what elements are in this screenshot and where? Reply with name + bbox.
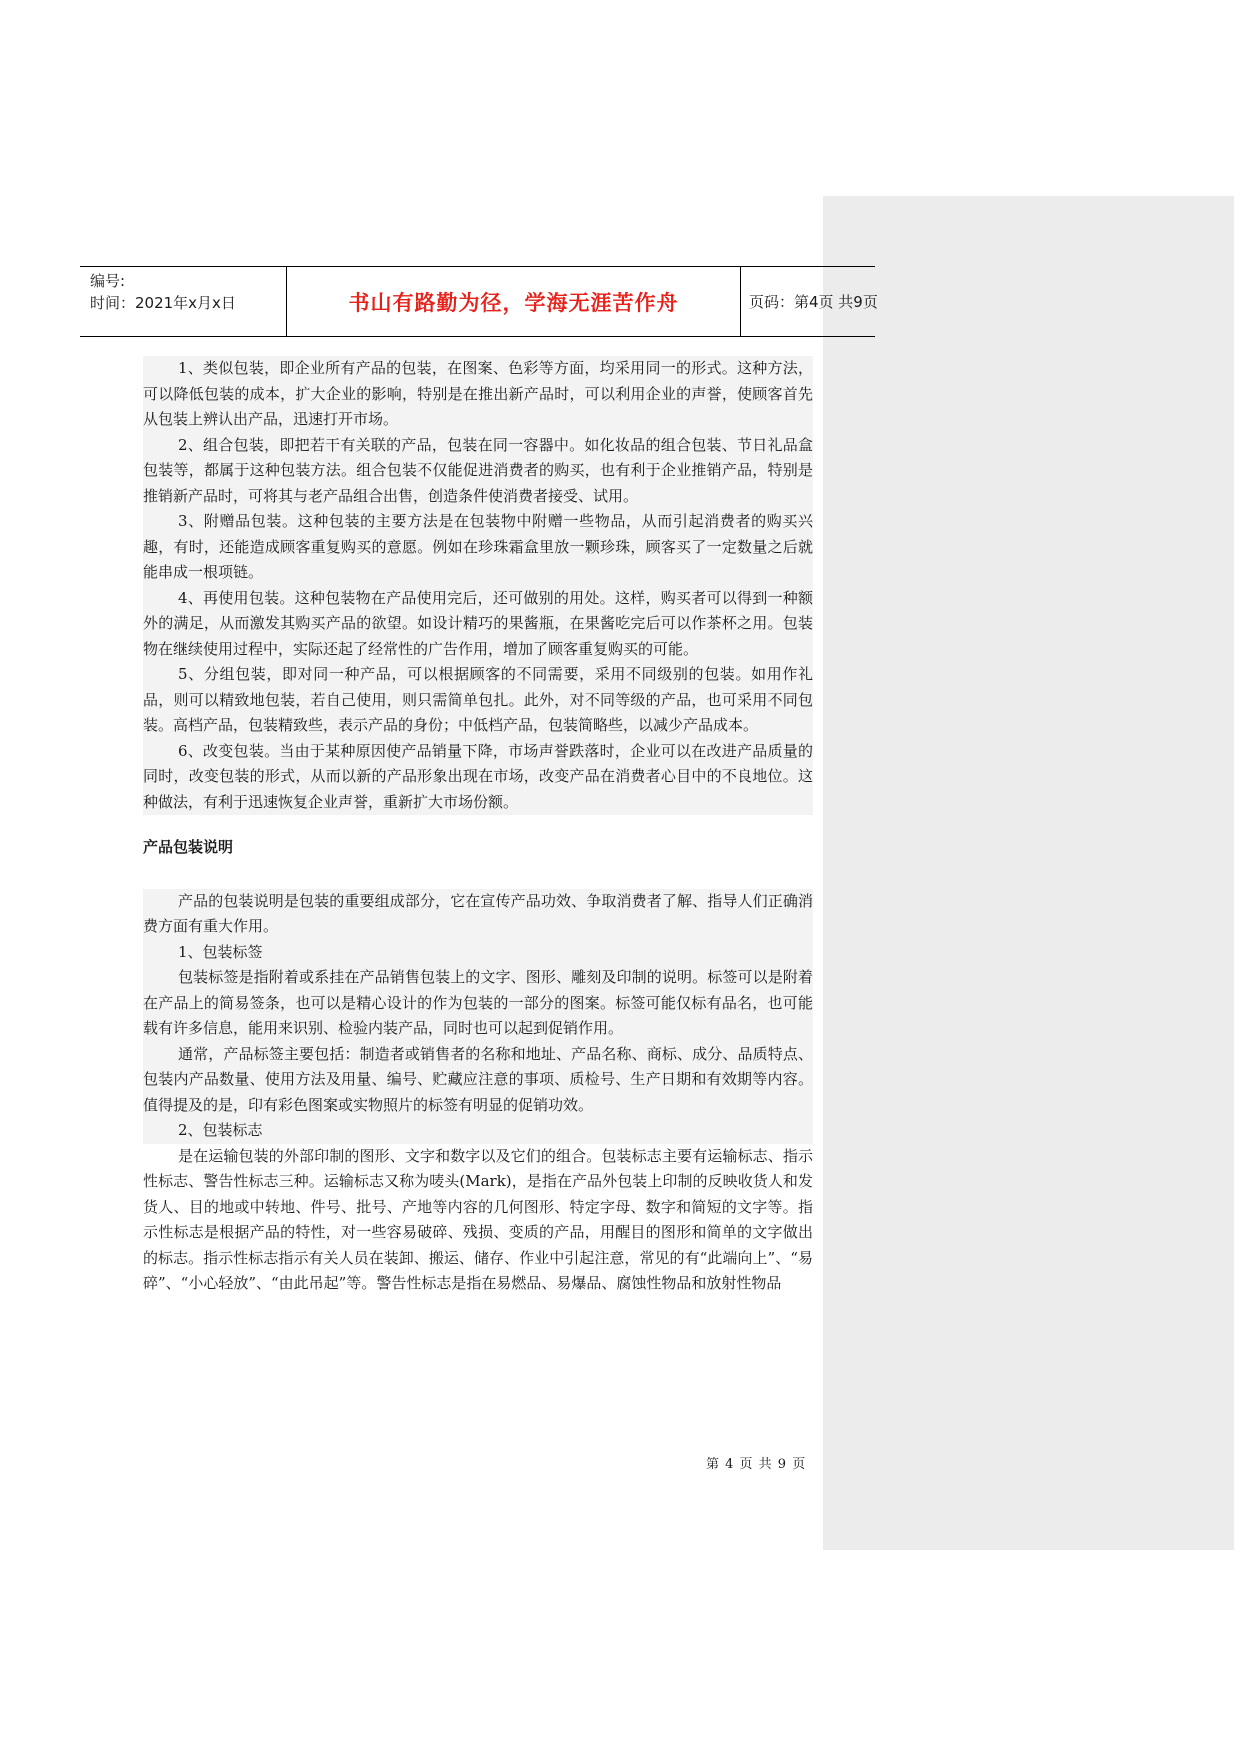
page-header — [80, 266, 878, 337]
paragraph: 包装标签是指附着或系挂在产品销售包装上的文字、图形、雕刻及印制的说明。标签可以是附着在产品上的简易签条，也可以是精心设计的作为包装的一部分的图案。标签可能仅标有品名，也可能载有许多信息，能用来识别、检验内装产品，同时也可以起到促销作用。 — [143, 968, 813, 1037]
paragraph: 6、改变包装。当由于某种原因使产品销量下降，市场声誉跌落时，企业可以在改进产品质量的同时，改变包装的形式，从而以新的产品形象出现在市场，改变产品在消费者心目中的不良地位。这种做法，有利于迅速恢复企业声誉，重新扩大市场份额。 — [143, 741, 813, 811]
packaging-instructions-block — [143, 889, 813, 1144]
document-body — [143, 356, 813, 1297]
motto-cell — [286, 267, 741, 336]
header-left-cell — [80, 267, 286, 336]
page-footer: 第 4 页 共 9 页 — [706, 1457, 807, 1472]
paragraph: 3、附赠品包装。这种包装的主要方法是在包装物中附赠一些物品，从而引起消费者的购买兴趣，有时，还能造成顾客重复购买的意愿。例如在珍珠霜盒里放一颗珍珠，顾客买了一定数量之后就能串成一根项链。 — [143, 512, 813, 581]
paragraph: 是在运输包装的外部印制的图形、文字和数字以及它们的组合。包装标志主要有运输标志、指示性标志、警告性标志三种。运输标志又称为唛头(Mark)，是指在产品外包装上印制的反映收货人和发货人、目的地或中转地、件号、批号、产地等内容的几何图形、特定字母、数字和简短的文字等。指示性标志是根据产品的特性，对一些容易破碎、残损、变质的产品，用醒目的图形和简单的文字做出的标志。指示性标志指示有关人员在装卸、搬运、储存、作业中引起注意，常见的有“此端向上”、“易碎”、“小心轻放”、“由此吊起”等。警告性标志是指在易燃品、易爆品、腐蚀性物品和放射性物品 — [143, 1146, 813, 1292]
page-info-cell — [741, 267, 878, 336]
comment-pane — [823, 196, 1234, 1550]
motto-text: 书山有路勤为径，学海无涯苦作舟 — [348, 290, 679, 315]
paragraph: 5、分组包装，即对同一种产品，可以根据顾客的不同需要，采用不同级别的包装。如用作礼品，则可以精致地包装，若自己使用，则只需简单包扎。此外，对不同等级的产品，也可采用不同包装。高档产品，包装精致些，表示产品的身份；中低档产品，包装简略些，以减少产品成本。 — [143, 665, 813, 734]
paragraph: 产品的包装说明是包装的重要组成部分，它在宣传产品功效、争取消费者了解、指导人们正确消费方面有重大作用。 — [143, 891, 813, 935]
paragraph: 1、类似包装，即企业所有产品的包装，在图案、色彩等方面，均采用同一的形式。这种方法，可以降低包装的成本，扩大企业的影响，特别是在推出新产品时，可以利用企业的声誉，使顾客首先从包装上辨认出产品，迅速打开市场。 — [143, 359, 813, 428]
subheading: 1、包装标签 — [178, 942, 263, 961]
paragraph: 4、再使用包装。这种包装物在产品使用完后，还可做别的用处。这样，购买者可以得到一种额外的满足，从而激发其购买产品的欲望。如设计精巧的果酱瓶，在果酱吃完后可以作茶杯之用。包装物在继续使用过程中，实际还起了经常性的广告作用，增加了顾客重复购买的可能。 — [143, 588, 813, 658]
serial-label: 编号: — [90, 272, 126, 290]
page-info-text: 页码：第4页 共9页 — [749, 293, 878, 311]
date-label: 时间：2021年x月x日 — [90, 294, 236, 312]
packaging-strategies-block — [143, 356, 813, 815]
paragraph: 2、组合包装，即把若干有关联的产品，包装在同一容器中。如化妆品的组合包装、节日礼品盒包装等，都属于这种包装方法。组合包装不仅能促进消费者的购买，也有利于企业推销产品，特别是推销新产品时，可将其与老产品组合出售，创造条件使消费者接受、试用。 — [143, 435, 813, 505]
section-heading: 产品包装说明 — [143, 838, 234, 856]
subheading: 2、包装标志 — [178, 1121, 263, 1139]
paragraph: 通常，产品标签主要包括：制造者或销售者的名称和地址、产品名称、商标、成分、品质特点、包装内产品数量、使用方法及用量、编号、贮藏应注意的事项、质检号、生产日期和有效期等内容。值得提及的是，印有彩色图案或实物照片的标签有明显的促销功效。 — [143, 1044, 813, 1114]
